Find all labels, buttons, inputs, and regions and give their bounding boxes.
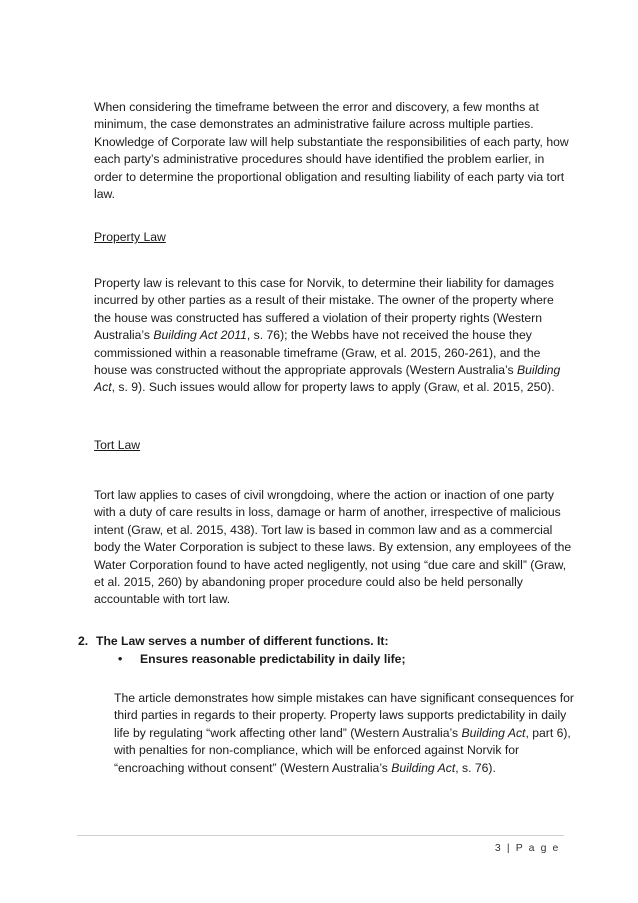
property-law-paragraph: Property law is relevant to this case for Norvik, to determine their liability for damages incurred by other parties as a result of their mistake. The owner of the property where the house was constructed has suffered a violation of their property rights (Western Australia’s Building Act 2011, s. 76); the Webbs have not received the house they commissioned within a reasonable timeframe (Graw, et al. 2015, 260-261), and the house was constructed without the appropriate approvals (Western Australia’s Building Act, s. 9). Such issues would allow for property laws to apply (Graw, et al. 2015, 250). [94, 276, 561, 395]
bullet-text: Ensures reasonable predictability in daily life; [140, 652, 406, 666]
item-number: 2. [78, 634, 89, 648]
page-footer [495, 842, 560, 854]
numbered-item-2 [78, 634, 389, 648]
tort-law-paragraph: Tort law applies to cases of civil wrongdoing, where the action or inaction of one party with a duty of care results in loss, damage or harm of another, irrespective of malicious intent (Graw, et al. 2015, 438). Tort law is based in common law and as a commercial body the Water Corporation is subject to these laws. By extension, any employees of the Water Corporation found to have acted negligently, not using “due care and skill” (Graw, et al. 2015, 260) by abandoning proper procedure could also be held personally accountable with tort law. [94, 488, 572, 607]
page-number: 3 [494, 842, 503, 854]
bullet-icon: • [118, 652, 123, 666]
page-label: P a g e [515, 842, 560, 854]
intro-paragraph: When considering the timeframe between the error and discovery, a few months at minimum, the case demonstrates an administrative failure across multiple parties. Knowledge of Corporate law will help substantiate the responsibilities of each party, how each party’s administrative procedures should have identified the problem earlier, in order to determine the proportional obligation and resulting liability of each party via tort law. [94, 100, 569, 202]
footer-divider [77, 835, 564, 836]
tort-law-heading: Tort Law [94, 438, 141, 452]
footer-separator: | [506, 842, 512, 854]
property-law-heading: Property Law [94, 230, 166, 244]
item-text: The Law serves a number of different functions. It: [96, 634, 389, 648]
predictability-paragraph: The article demonstrates how simple mistakes can have significant consequences for third parties in regards to their property. Property laws supports predictability in daily life by regulating “work affecting other land” (Western Australia’s Building Act, part 6), with penalties for non-compliance, which will be enforced against Norvik for “encroaching without consent” (Western Australia’s Building Act, s. 76). [114, 691, 574, 775]
bullet-item [118, 652, 406, 666]
